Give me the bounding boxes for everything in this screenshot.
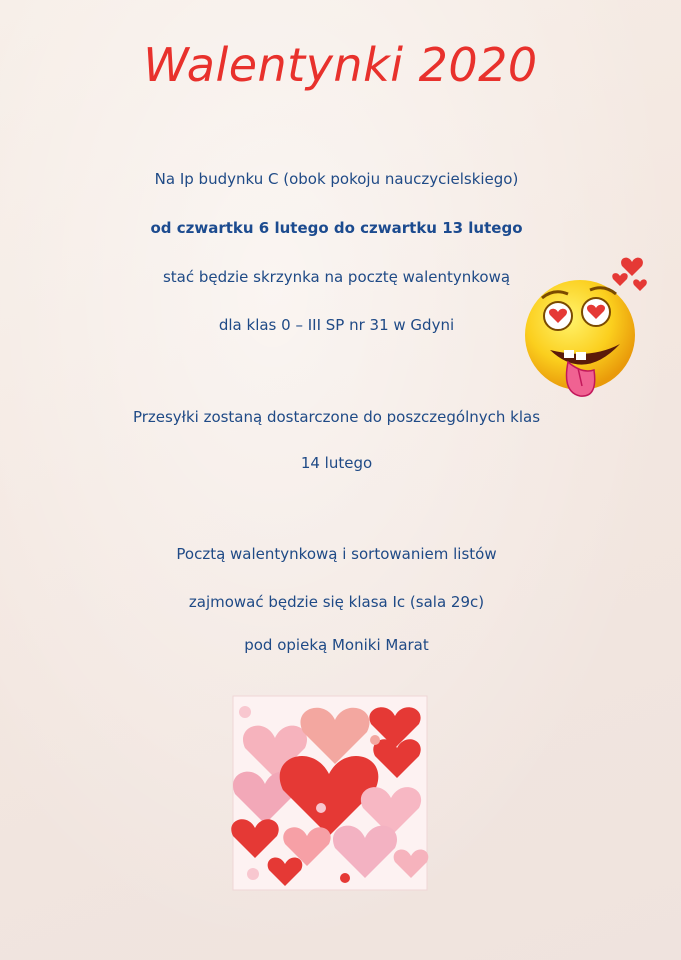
sorting-line: Pocztą walentynkową i sortowaniem listów (176, 545, 497, 563)
classes-line: dla klas 0 – III SP nr 31 w Gdyni (218, 316, 455, 334)
delivery-date-line: 14 lutego (300, 454, 373, 472)
mailbox-line: stać będzie skrzynka na pocztę walentynkową (162, 268, 511, 286)
date-range-line: od czwartku 6 lutego do czwartku 13 lutego (150, 219, 523, 237)
location-line: Na Ip budynku C (obok pokoju nauczycielskiego) (154, 170, 519, 188)
class-room-line: zajmować będzie się klasa Ic (sala 29c) (188, 593, 485, 611)
poster-title: Walentynki 2020 (143, 38, 538, 92)
supervisor-line: pod opieką Moniki Marat (244, 636, 429, 654)
delivery-line: Przesyłki zostaną dostarczone do poszczególnych klas (132, 408, 541, 426)
heart-eyes-tongue-emoji-icon (520, 250, 670, 420)
hearts-collage-icon (225, 688, 435, 898)
